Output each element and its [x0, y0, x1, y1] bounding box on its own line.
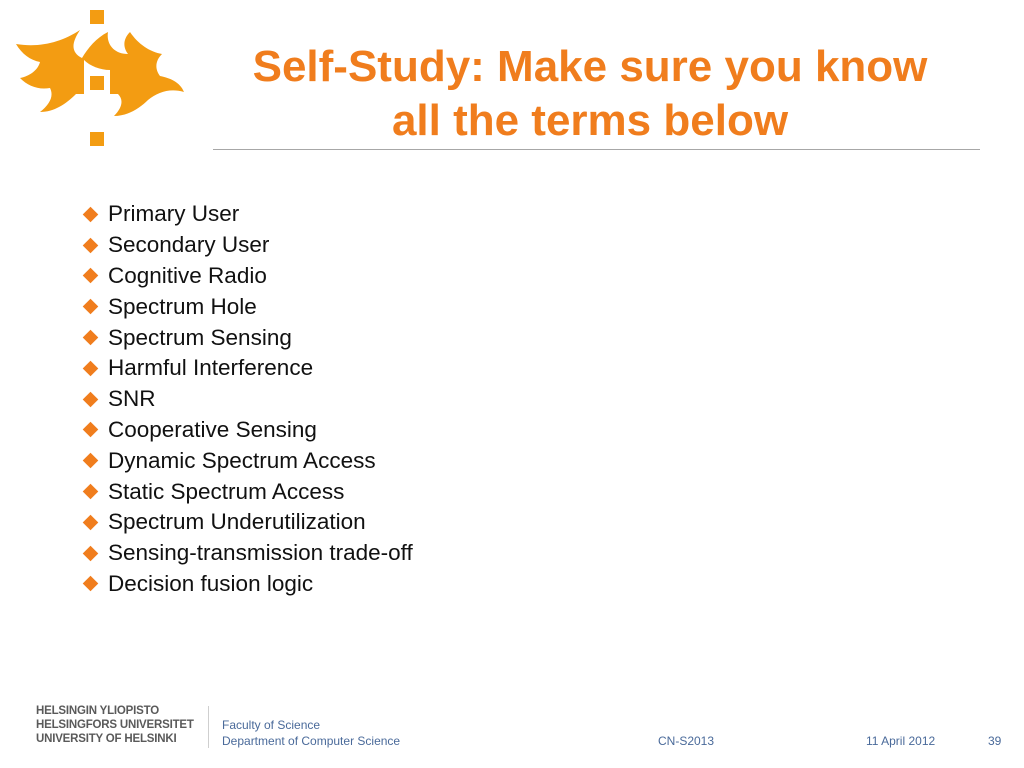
diamond-bullet-icon	[83, 268, 99, 284]
list-item	[82, 353, 413, 384]
diamond-bullet-icon	[83, 515, 99, 531]
diamond-bullet-icon	[83, 576, 99, 592]
term-text: Dynamic Spectrum Access	[108, 447, 376, 473]
list-item	[82, 445, 413, 476]
term-text: Primary User	[108, 201, 240, 227]
diamond-bullet-icon	[83, 299, 99, 315]
diamond-bullet-icon	[83, 422, 99, 438]
university-flame-logo-icon	[10, 8, 185, 148]
diamond-bullet-icon	[83, 484, 99, 500]
list-item	[82, 230, 413, 261]
list-item	[82, 199, 413, 230]
term-text: Decision fusion logic	[108, 570, 314, 596]
footer-course-code: CN-S2013	[658, 734, 715, 748]
diamond-bullet-icon	[83, 391, 99, 407]
title-divider	[213, 149, 980, 150]
university-name-english: UNIVERSITY OF HELSINKI	[36, 733, 177, 745]
list-item	[82, 291, 413, 322]
term-text: Sensing-transmission trade-off	[108, 540, 413, 566]
term-text: SNR	[108, 386, 156, 412]
term-text: Cooperative Sensing	[108, 416, 317, 442]
list-item	[82, 476, 413, 507]
term-text: Cognitive Radio	[108, 262, 267, 288]
list-item	[82, 322, 413, 353]
title-line-2: all the terms below	[391, 96, 789, 145]
diamond-bullet-icon	[83, 237, 99, 253]
term-text: Spectrum Hole	[108, 293, 257, 319]
term-text: Spectrum Underutilization	[108, 509, 366, 535]
list-item	[82, 507, 413, 538]
term-text: Spectrum Sensing	[108, 324, 292, 350]
list-item	[82, 415, 413, 446]
term-text: Secondary User	[108, 232, 270, 258]
list-item	[82, 569, 413, 600]
diamond-bullet-icon	[83, 453, 99, 469]
diamond-bullet-icon	[83, 207, 99, 223]
diamond-bullet-icon	[83, 330, 99, 346]
term-text: Static Spectrum Access	[108, 478, 345, 504]
terms-list	[82, 199, 413, 599]
footer-date: 11 April 2012	[866, 734, 936, 748]
list-item	[82, 384, 413, 415]
diamond-bullet-icon	[83, 545, 99, 561]
title-line-1: Self-Study: Make sure you know	[252, 42, 928, 91]
list-item	[82, 261, 413, 292]
university-name-swedish: HELSINGFORS UNIVERSITET	[36, 719, 194, 731]
university-wordmark	[36, 704, 194, 746]
footer-divider	[208, 706, 209, 748]
slide-title	[200, 40, 980, 148]
university-name-finnish: HELSINGIN YLIOPISTO	[36, 705, 159, 717]
diamond-bullet-icon	[83, 361, 99, 377]
list-item	[82, 538, 413, 569]
footer-department: Department of Computer Science	[222, 734, 401, 748]
slide-number: 39	[988, 734, 1002, 748]
footer-faculty: Faculty of Science	[222, 718, 321, 732]
term-text: Harmful Interference	[108, 355, 314, 381]
